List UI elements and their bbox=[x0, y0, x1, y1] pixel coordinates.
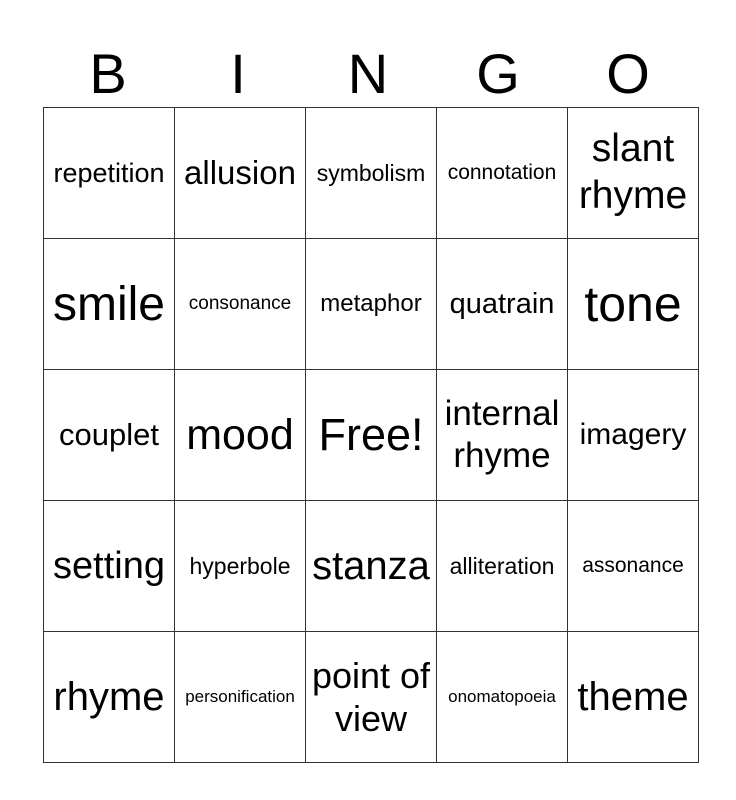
bingo-cell[interactable] bbox=[437, 239, 568, 370]
cell-label: metaphor bbox=[320, 290, 422, 317]
cell-label: hyperbole bbox=[189, 552, 291, 579]
free-space-label: Free! bbox=[318, 409, 424, 460]
bingo-cell[interactable] bbox=[306, 632, 437, 763]
bingo-cell[interactable] bbox=[437, 632, 568, 763]
bingo-cell[interactable] bbox=[306, 239, 437, 370]
bingo-cell[interactable] bbox=[306, 108, 437, 239]
bingo-cell[interactable] bbox=[568, 108, 699, 239]
header-letter-o: O bbox=[606, 42, 650, 105]
cell-label: tone bbox=[584, 276, 682, 332]
board-row bbox=[44, 108, 699, 239]
bingo-cell[interactable] bbox=[44, 239, 175, 370]
cell-label: slant rhyme bbox=[578, 127, 688, 217]
header-letter-b: B bbox=[89, 42, 127, 105]
bingo-cell[interactable] bbox=[175, 501, 306, 632]
bingo-cell[interactable] bbox=[44, 632, 175, 763]
cell-label: allusion bbox=[184, 154, 296, 191]
bingo-cell[interactable] bbox=[175, 632, 306, 763]
board-row bbox=[44, 632, 699, 763]
board-row bbox=[44, 239, 699, 370]
bingo-cell[interactable] bbox=[44, 108, 175, 239]
cell-label: consonance bbox=[188, 293, 292, 314]
cell-label: internal rhyme bbox=[444, 394, 560, 475]
cell-label: symbolism bbox=[316, 159, 426, 186]
board-row bbox=[44, 370, 699, 501]
cell-label: smile bbox=[52, 277, 165, 331]
cell-label: setting bbox=[53, 544, 165, 587]
header-letter-i: I bbox=[230, 42, 246, 105]
bingo-cell[interactable] bbox=[437, 370, 568, 501]
cell-label: connotation bbox=[447, 161, 557, 184]
cell-label: point of view bbox=[311, 654, 431, 739]
bingo-cell[interactable] bbox=[437, 501, 568, 632]
bingo-cell[interactable] bbox=[568, 239, 699, 370]
cell-label: theme bbox=[577, 674, 689, 719]
cell-label: onomatopoeia bbox=[448, 687, 556, 706]
bingo-cell[interactable] bbox=[437, 108, 568, 239]
cell-label: rhyme bbox=[53, 674, 165, 719]
bingo-cell[interactable] bbox=[175, 108, 306, 239]
bingo-cell[interactable] bbox=[44, 370, 175, 501]
bingo-cell[interactable] bbox=[175, 370, 306, 501]
cell-label: personification bbox=[185, 687, 295, 706]
bingo-cell[interactable] bbox=[175, 239, 306, 370]
cell-label: mood bbox=[186, 410, 294, 459]
bingo-cell[interactable] bbox=[568, 370, 699, 501]
cell-label: quatrain bbox=[449, 287, 555, 320]
header-letter-g: G bbox=[476, 42, 520, 105]
bingo-board bbox=[43, 107, 699, 763]
bingo-cell[interactable] bbox=[306, 501, 437, 632]
cell-label: imagery bbox=[579, 418, 687, 451]
bingo-header bbox=[43, 40, 693, 108]
board-row bbox=[44, 501, 699, 632]
cell-label: alliteration bbox=[449, 552, 555, 579]
bingo-cell[interactable] bbox=[306, 370, 437, 501]
bingo-cell[interactable] bbox=[568, 632, 699, 763]
bingo-cell[interactable] bbox=[44, 501, 175, 632]
bingo-cell[interactable] bbox=[568, 501, 699, 632]
cell-label: stanza bbox=[312, 543, 430, 588]
cell-label: repetition bbox=[53, 157, 165, 188]
header-letter-n: N bbox=[347, 42, 389, 105]
cell-label: couplet bbox=[59, 417, 159, 452]
cell-label: assonance bbox=[582, 554, 684, 577]
